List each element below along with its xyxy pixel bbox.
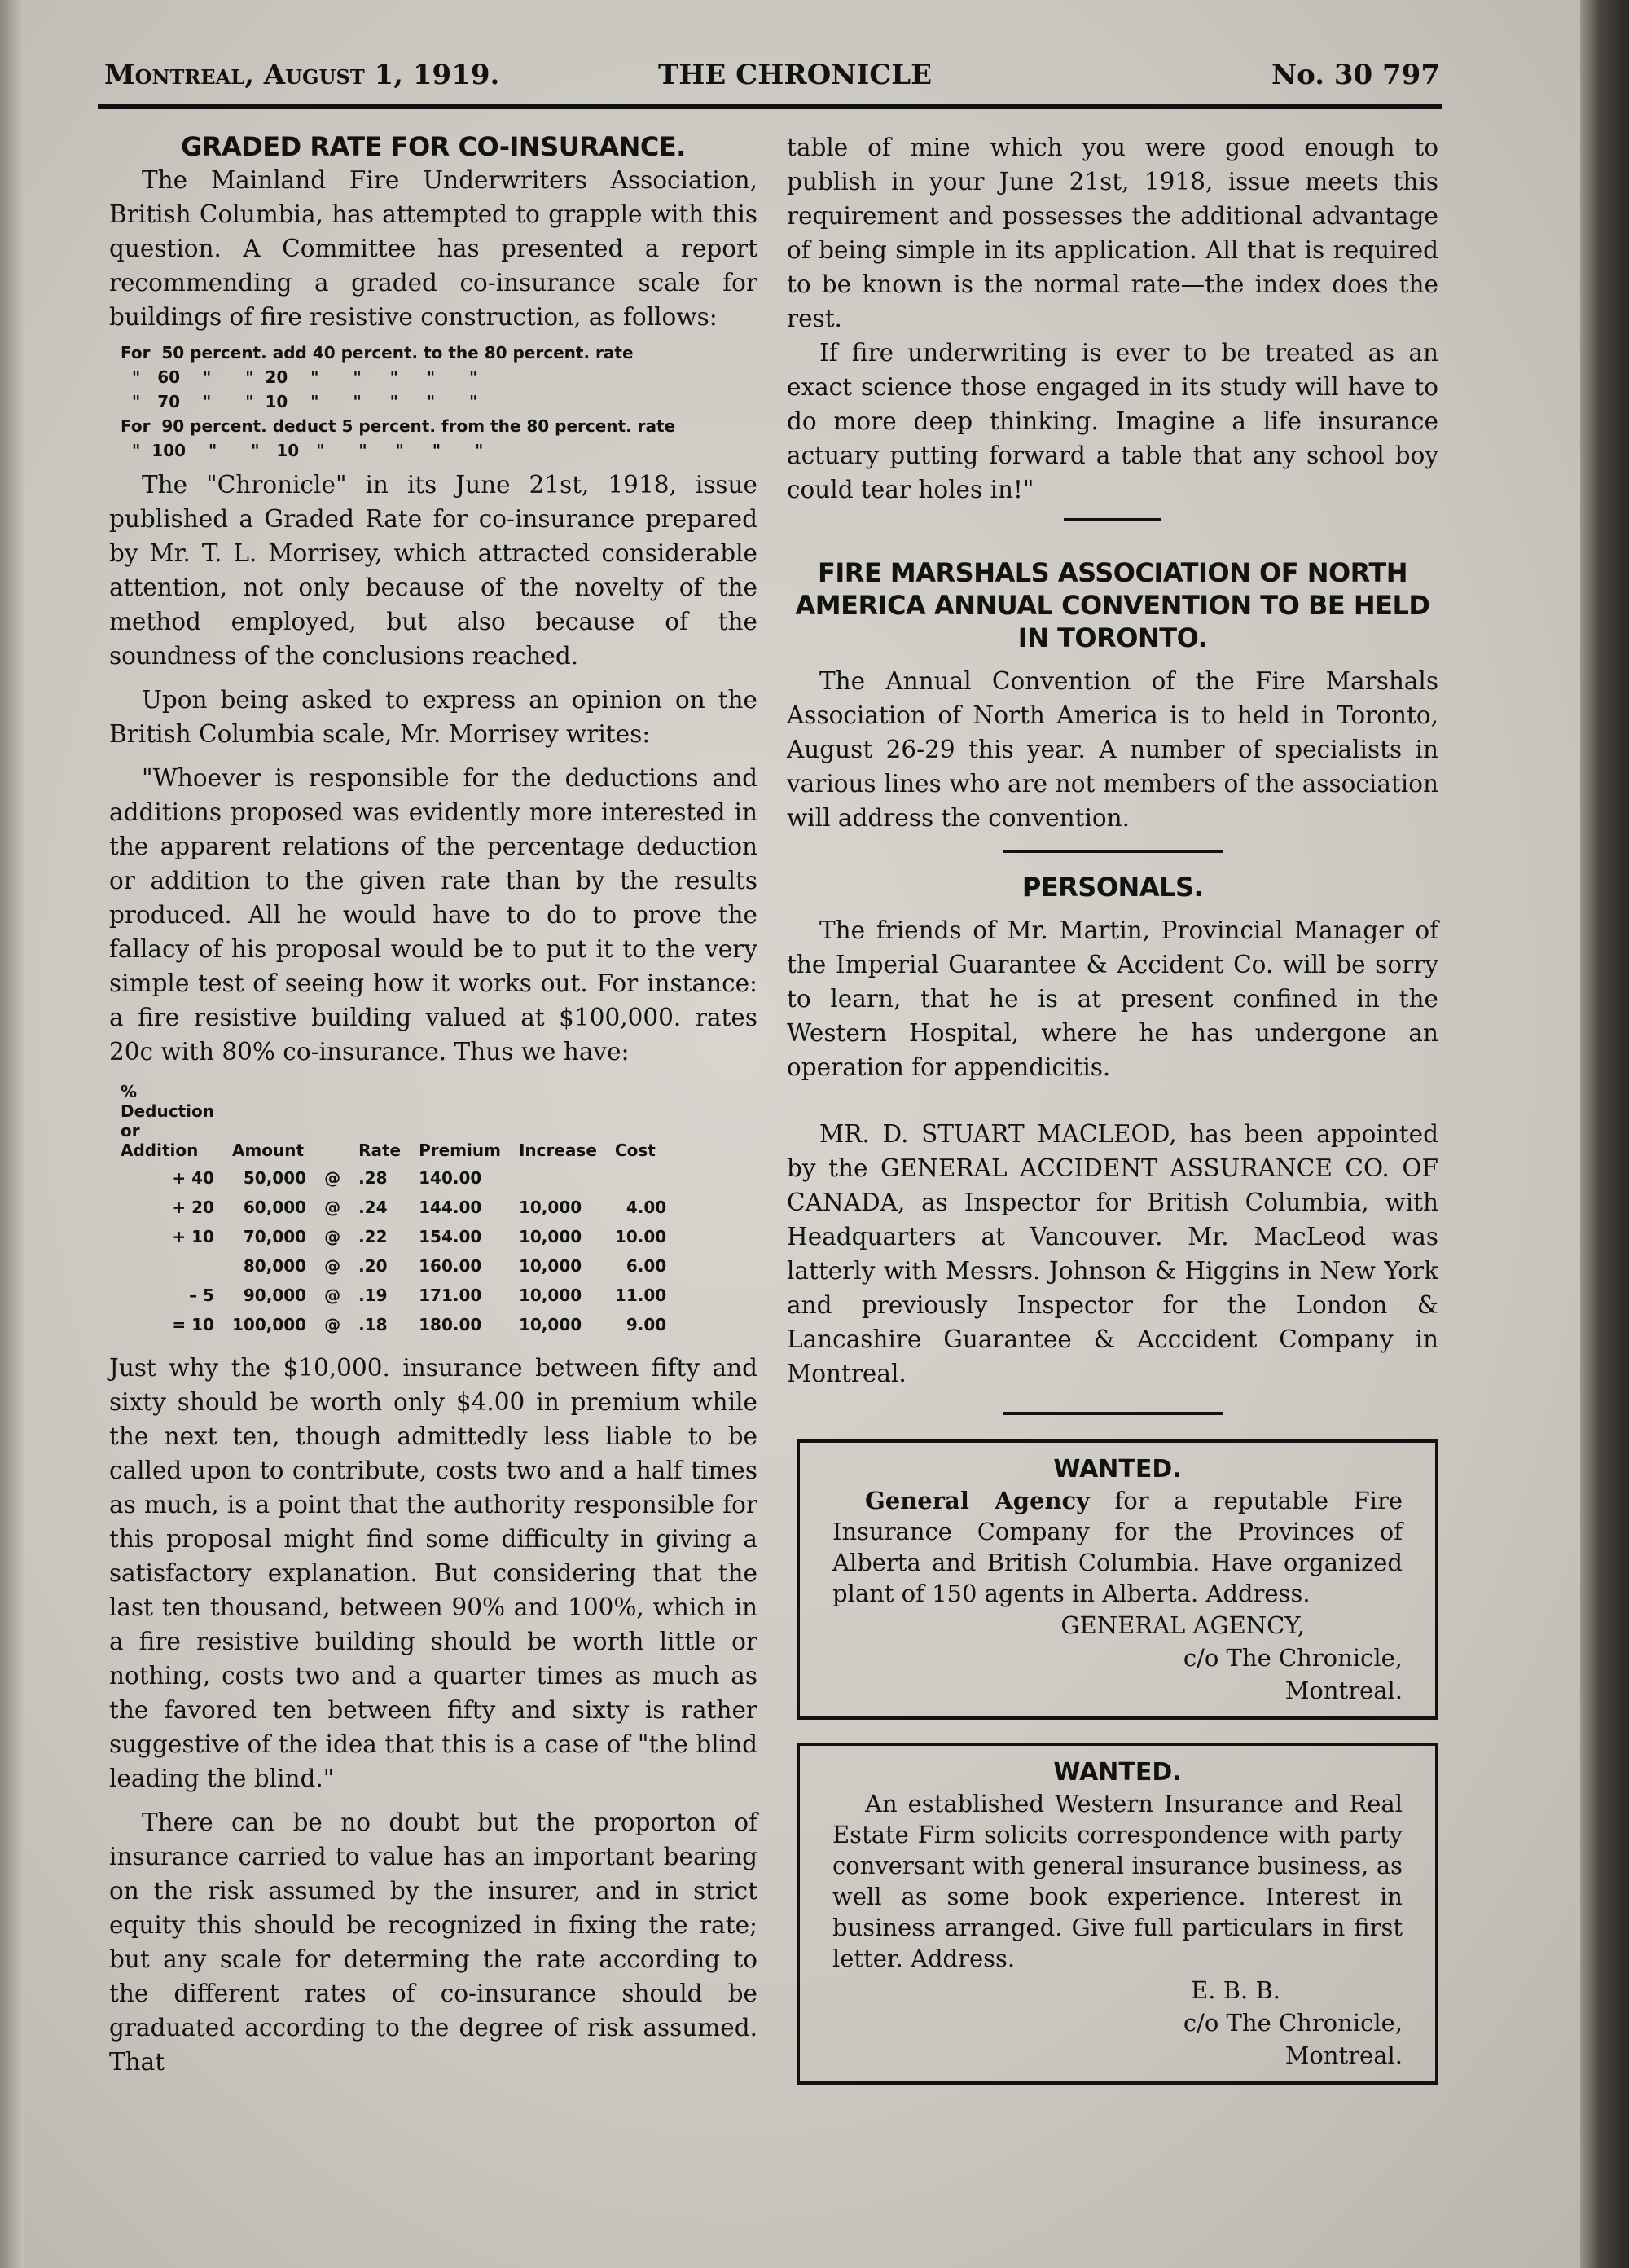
table-cell: 10,000 <box>518 1286 582 1305</box>
article-paragraph: "Whoever is responsible for the deductions and additions proposed was evidently more interested in the apparent relations of the percentage deduction or addition to the given rate than by the results produced. All he would have to do to prove the fallacy of his proposal would be to put it to the very simple test of seeing how it works out. For instance: a fire resistive building valued at $100,000. rates 20c with 80% co-insurance. Thus we have: <box>109 764 757 1066</box>
table-cell: @ <box>324 1168 341 1188</box>
table-cell: 160.00 <box>419 1256 482 1276</box>
ad-signature-address: c/o The Chronicle, <box>1183 1644 1403 1672</box>
article-paragraph: The "Chronicle" in its June 21st, 1918, issue published a Graded Rate for co-insurance prepared by Mr. T. L. Morrisey, which attracted considerable attention, not only because of the novelty of the method employed, but also because of the soundness of the conclusions reached. <box>109 471 757 670</box>
article-paragraph: There can be no doubt but the proporton of insurance carried to value has an important bearing on the risk assumed by the insurer, and in strict equity this should be recognized in fixing the rate; but any scale for determing the rate according to the different rates of co-insurance should be graduated according to the degree of risk assumed. That <box>109 1809 757 2076</box>
ad-signature-name: GENERAL AGENCY, <box>1060 1611 1305 1639</box>
article-paragraph: Upon being asked to express an opinion on the British Columbia scale, Mr. Morrisey writes: <box>109 686 757 748</box>
table-cell: 144.00 <box>419 1198 482 1217</box>
table-cell <box>519 1163 615 1193</box>
table-cell: 90,000 <box>243 1286 307 1305</box>
article-paragraph: If fire underwriting is ever to be treated as an exact science those engaged in its study will have to do more deep thinking. Imagine a life insurance actuary putting forward a table that any school boy could tear holes in!" <box>787 339 1438 503</box>
table-cell: 6.00 <box>626 1256 667 1276</box>
ad-title: WANTED. <box>1053 1758 1182 1787</box>
article-title-personals: PERSONALS. <box>1021 872 1204 903</box>
table-row <box>121 1310 684 1339</box>
header-page-number: No. 30 797 <box>1271 59 1440 91</box>
ad-lead: General Agency <box>865 1487 1091 1514</box>
ad-signature-city: Montreal. <box>1284 2042 1403 2069</box>
page-left-edge <box>0 0 24 2268</box>
table-cell: @ <box>324 1198 341 1217</box>
table-cell: 10,000 <box>518 1315 582 1334</box>
article-title-fire-marshals: FIRE MARSHALS ASSOCIATION OF NORTH AMERICA ANNUAL CONVENTION TO BE HELD IN TORONTO. <box>795 557 1430 653</box>
table-cell: @ <box>324 1227 341 1246</box>
premium-table <box>121 1082 684 1339</box>
table-cell: 11.00 <box>614 1286 667 1305</box>
table-cell: .24 <box>358 1198 388 1217</box>
table-cell: 10,000 <box>518 1256 582 1276</box>
table-header-row <box>121 1082 684 1163</box>
table-row <box>121 1163 684 1193</box>
table-header-cell: Cost <box>614 1141 656 1160</box>
table-header-cell: Rate <box>358 1141 402 1160</box>
scale-line: " 70 " " 10 " " " " " <box>121 392 478 411</box>
table-header-cell: Increase <box>518 1141 597 1160</box>
table-cell <box>121 1251 232 1281</box>
table-cell: 154.00 <box>419 1227 482 1246</box>
table-cell: + 40 <box>172 1168 214 1188</box>
article-paragraph: MR. D. STUART MACLEOD, has been appointed by the GENERAL ACCIDENT ASSURANCE CO. OF CANADA, as Inspector for British Columbia, with Headquarters at Vancouver. Mr. MacLeod was latterly with Messrs. Johnson & Higgins in New York and previously Inspector for the London & Lancashire Guarantee & Acccident Company in Montreal. <box>787 1120 1438 1387</box>
table-cell: + 10 <box>172 1227 214 1246</box>
ad-title: WANTED. <box>1053 1455 1182 1483</box>
header-publication: THE CHRONICLE <box>658 59 933 91</box>
ad-signature-name: E. B. B. <box>1191 1976 1280 2004</box>
right-column <box>787 130 1438 2085</box>
book-spine <box>1580 0 1629 2268</box>
table-cell <box>615 1163 684 1193</box>
page-header <box>104 59 1440 104</box>
left-column <box>109 130 757 2079</box>
table-cell: .28 <box>358 1168 388 1188</box>
table-cell: .22 <box>358 1227 388 1246</box>
article-paragraph: The friends of Mr. Martin, Provincial Manager of the Imperial Guarantee & Accident Co. will be sorry to learn, that he is at present confined in the Western Hospital, where he has undergone an operation for appendicitis. <box>787 916 1438 1081</box>
article-paragraph: table of mine which you were good enough to publish in your June 21st, 1918, issue meets this requirement and possesses the additional advantage of being simple in its application. All that is required to be known is the normal rate—the index does the rest. <box>787 134 1438 332</box>
co-insurance-scale <box>121 341 757 463</box>
table-cell: 140.00 <box>419 1168 482 1188</box>
ad-text: for a reputable Fire Insurance Company for the Provinces of Alberta and British Columbia. Have organized plant of 150 agents in Alberta. Address. <box>832 1487 1403 1607</box>
scale-line: " 100 " " 10 " " " " " <box>121 441 484 460</box>
article-title-graded-rate: GRADED RATE FOR CO-INSURANCE. <box>181 131 686 162</box>
table-header-cell: Amount <box>231 1141 305 1160</box>
table-cell: @ <box>324 1256 341 1276</box>
table-cell: 10.00 <box>614 1227 667 1246</box>
table-cell: 10,000 <box>518 1227 582 1246</box>
table-cell: 9.00 <box>626 1315 667 1334</box>
ad-body <box>832 1485 1403 1609</box>
table-cell: + 20 <box>172 1198 214 1217</box>
table-cell: 10,000 <box>518 1198 582 1217</box>
table-cell: 60,000 <box>243 1198 307 1217</box>
table-cell: .18 <box>358 1315 388 1334</box>
ad-signature-city: Montreal. <box>1284 1677 1403 1704</box>
table-header-cell: Premium <box>419 1141 501 1160</box>
article-paragraph: The Annual Convention of the Fire Marshals Association of North America is to held in Toronto, August 26-29 this year. A number of specialists in various lines who are not members of the association will address the convention. <box>787 667 1438 832</box>
table-header-cell: % Deduction or Addition <box>121 1082 214 1160</box>
table-cell: 180.00 <box>419 1315 482 1334</box>
section-divider <box>1064 518 1161 521</box>
table-cell: .19 <box>358 1286 388 1305</box>
table-row <box>121 1193 684 1222</box>
table-cell: 80,000 <box>243 1256 307 1276</box>
article-paragraph: Just why the $10,000. insurance between fifty and sixty should be worth only $4.00 in premium while the next ten, though admittedly less liable to be called upon to contribute, costs two and a half times as much, is a point that the authority responsible for this proposal might find some difficulty in giving a satisfactory explanation. But considering that the last ten thousand, between 90% and 100%, which in a fire resistive building should be worth little or nothing, costs two and a quarter times as much as the favored ten between fifty and sixty is rather suggestive of the idea that this is a case of "the blind leading the blind." <box>109 1354 757 1792</box>
table-row <box>121 1222 684 1251</box>
table-cell: .20 <box>358 1256 388 1276</box>
table-row <box>121 1281 684 1310</box>
scale-line: " 60 " " 20 " " " " " <box>121 367 478 387</box>
header-rule <box>98 104 1442 109</box>
ad-signature-address: c/o The Chronicle, <box>1183 2009 1403 2037</box>
table-cell: 70,000 <box>243 1227 307 1246</box>
scale-line: For 90 percent. deduct 5 percent. from the 80 percent. rate <box>121 416 676 436</box>
table-cell: – 5 <box>189 1286 214 1305</box>
table-cell: @ <box>324 1286 341 1305</box>
ad-body: An established Western Insurance and Real Estate Firm solicits correspondence with party conversant with general insurance business, as well as some book experience. Interest in business arranged. Give full particulars in first letter. Address. <box>832 1790 1403 1972</box>
table-row <box>121 1251 684 1281</box>
table-cell: 100,000 <box>231 1315 307 1334</box>
section-divider <box>1003 850 1223 853</box>
table-cell: 4.00 <box>626 1198 667 1217</box>
article-paragraph: The Mainland Fire Underwriters Association, British Columbia, has attempted to grapple with this question. A Committee has presented a report recommending a graded co-insurance scale for buildings of fire resistive construction, as follows: <box>109 166 757 331</box>
table-cell: 171.00 <box>419 1286 482 1305</box>
wanted-ad-eb <box>797 1743 1438 2085</box>
section-divider <box>1003 1412 1223 1415</box>
table-cell: 50,000 <box>243 1168 307 1188</box>
wanted-ad-general-agency <box>797 1439 1438 1720</box>
table-cell: @ <box>324 1315 341 1334</box>
table-cell: = 10 <box>172 1315 214 1334</box>
header-date: Montreal, August 1, 1919. <box>104 59 500 91</box>
scale-line: For 50 percent. add 40 percent. to the 80 percent. rate <box>121 343 634 363</box>
table-header-cell <box>324 1082 358 1163</box>
